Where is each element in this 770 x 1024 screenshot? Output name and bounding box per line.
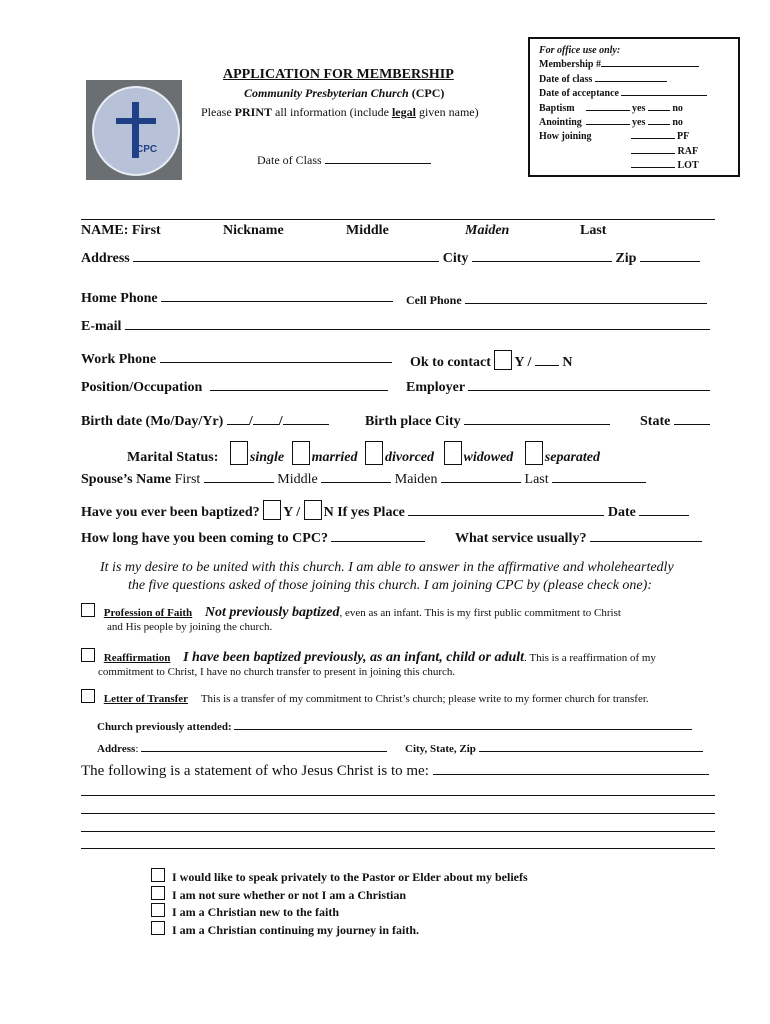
- baptism-no-line[interactable]: [648, 101, 670, 111]
- profession-text: , even as an infant. This is my first public commitment to Christ: [339, 607, 621, 619]
- reaffirmation-text-line2: commitment to Christ, I have no church transfer to present in joining this church.: [98, 666, 456, 678]
- membership-label: Membership #: [539, 59, 601, 71]
- anointing-no: no: [672, 117, 683, 129]
- profession-text-line2: and His people by joining the church.: [107, 621, 273, 633]
- divorced-label: divorced: [385, 450, 434, 465]
- date-of-class-field[interactable]: [257, 151, 431, 168]
- birth-month-line[interactable]: [227, 412, 249, 425]
- checklist-item[interactable]: [151, 886, 528, 904]
- state-label: State: [640, 414, 671, 429]
- ok-contact-n-line[interactable]: [535, 353, 559, 366]
- position-field[interactable]: [81, 378, 388, 396]
- work-phone-field[interactable]: [81, 350, 392, 368]
- divorced-checkbox[interactable]: [365, 441, 383, 465]
- previous-address-line[interactable]: [141, 741, 387, 752]
- ok-contact-label: Ok to contact: [410, 355, 491, 370]
- church-logo: [86, 80, 182, 180]
- employer-field[interactable]: [406, 378, 710, 396]
- work-phone-label: Work Phone: [81, 352, 157, 367]
- baptized-y: Y /: [283, 505, 301, 520]
- spouse-last-label: Last: [524, 472, 549, 487]
- office-date-accept[interactable]: [539, 86, 707, 100]
- coming-line[interactable]: [331, 529, 425, 542]
- checklist-item[interactable]: [151, 921, 528, 939]
- office-how-joining[interactable]: [539, 129, 707, 143]
- city-line[interactable]: [472, 249, 612, 262]
- baptized-date-line[interactable]: [639, 503, 689, 516]
- transfer-text: This is a transfer of my commitment to Christ’s church; please write to my former church for transfer.: [200, 693, 649, 705]
- desire-statement-line1: It is my desire to be united with this church. I am able to answer in the affirmative and wholeheartedly: [100, 560, 674, 575]
- print-word: PRINT: [234, 105, 272, 119]
- checklist-label: I am a Christian continuing my journey in faith.: [172, 923, 420, 938]
- marital-widowed[interactable]: [444, 450, 514, 465]
- reaffirmation-text: . This is a reaffirmation of my: [524, 652, 656, 664]
- birth-date-field[interactable]: Birth date (Mo/Day/Yr) / /: [81, 412, 329, 430]
- option-reaffirmation[interactable]: [81, 648, 656, 666]
- birth-city-line[interactable]: [464, 412, 610, 425]
- previous-city-field[interactable]: [405, 741, 703, 755]
- marital-label: Marital Status:: [127, 450, 219, 465]
- office-lot[interactable]: [539, 158, 707, 172]
- baptized-checkbox[interactable]: [263, 500, 281, 520]
- email-line[interactable]: [125, 317, 710, 330]
- checklist-label: I would like to speak privately to the Pastor or Elder about my beliefs: [172, 870, 528, 884]
- zip-line[interactable]: [640, 249, 700, 262]
- marital-married[interactable]: [292, 450, 358, 465]
- raf-line[interactable]: [631, 144, 675, 154]
- option-profession-of-faith[interactable]: [81, 603, 621, 621]
- office-use-content: [539, 44, 707, 173]
- home-phone-field[interactable]: [81, 289, 393, 307]
- date-class-label: Date of class: [539, 73, 593, 85]
- coming-row[interactable]: [81, 529, 425, 547]
- date-accept-line[interactable]: [621, 86, 707, 96]
- cell-phone-field[interactable]: [406, 291, 707, 308]
- reaffirmation-emphasis: I have been baptized previously, as an infant, child or adult: [183, 650, 525, 665]
- anointing-yes-line[interactable]: [586, 115, 630, 125]
- widowed-label: widowed: [463, 450, 514, 465]
- employer-label: Employer: [406, 380, 465, 395]
- transfer-label: Letter of Transfer: [103, 693, 189, 705]
- service-row[interactable]: [455, 529, 702, 547]
- spouse-label: Spouse’s Name: [81, 472, 172, 487]
- previous-city-line[interactable]: [479, 741, 703, 752]
- birth-place-label: Birth place City: [365, 414, 461, 429]
- baptism-no: no: [672, 102, 683, 114]
- ok-contact-checkbox[interactable]: [494, 350, 512, 370]
- anointing-no-line[interactable]: [648, 115, 670, 125]
- baptized-n-checkbox[interactable]: [304, 500, 322, 520]
- state-line[interactable]: [674, 412, 710, 425]
- nickname-label: Nickname: [223, 223, 284, 238]
- spouse-first-label: First: [174, 472, 201, 487]
- logo-seal: [92, 86, 180, 176]
- ok-contact-y: Y /: [514, 355, 532, 370]
- beliefs-checklist: [151, 868, 528, 939]
- church-name-line: [244, 86, 444, 101]
- how-joining-label: How joining: [539, 131, 592, 143]
- office-date-class[interactable]: [539, 72, 707, 86]
- cross-bar: [116, 118, 156, 124]
- baptism-label: Baptism: [539, 102, 575, 114]
- baptism-yes: yes: [632, 102, 646, 114]
- checklist-label: I am not sure whether or not I am a Christian: [172, 887, 407, 902]
- previous-church-label: Church previously attended:: [97, 721, 232, 733]
- home-phone-label: Home Phone: [81, 291, 158, 306]
- transfer-checkbox[interactable]: [81, 689, 95, 703]
- print-post: given name): [418, 105, 479, 119]
- home-phone-line[interactable]: [161, 289, 393, 302]
- birth-place-field[interactable]: [365, 412, 610, 430]
- profession-label: Profession of Faith: [103, 607, 193, 619]
- checklist-item[interactable]: [151, 868, 528, 886]
- coming-label: How long have you been coming to CPC?: [81, 531, 328, 546]
- lot-line[interactable]: [631, 158, 675, 168]
- married-label: married: [311, 450, 358, 465]
- jesus-statement-field[interactable]: [81, 762, 709, 780]
- single-label: single: [249, 450, 285, 465]
- jesus-statement-line[interactable]: [433, 762, 709, 775]
- office-anointing[interactable]: [539, 115, 707, 129]
- statement-line-1[interactable]: [81, 795, 715, 796]
- checklist-checkbox[interactable]: [151, 921, 165, 935]
- widowed-checkbox[interactable]: [444, 441, 462, 465]
- cell-phone-label: Cell Phone: [406, 293, 462, 307]
- name-line[interactable]: [81, 219, 715, 220]
- raf-label: RAF: [677, 145, 699, 157]
- address-row[interactable]: [81, 249, 700, 267]
- cell-phone-line[interactable]: [465, 291, 707, 304]
- state-field[interactable]: [640, 412, 710, 430]
- legal-word: legal: [391, 105, 416, 119]
- last-label: Last: [580, 223, 607, 238]
- name-first-label: NAME: First: [81, 223, 161, 238]
- pf-label: PF: [677, 131, 690, 143]
- previous-city-label: City, State, Zip: [405, 743, 476, 755]
- office-use-heading: For office use only:: [539, 45, 621, 56]
- birth-year-line[interactable]: [283, 412, 329, 425]
- ok-contact-n: N: [562, 355, 573, 370]
- spouse-name-row[interactable]: [81, 470, 646, 488]
- previous-church-line[interactable]: [234, 719, 692, 730]
- date-accept-label: Date of acceptance: [539, 88, 619, 100]
- previous-church-field[interactable]: [97, 719, 692, 733]
- position-label: Position/Occupation: [81, 380, 203, 395]
- church-name: Community Presbyterian Church: [244, 86, 409, 100]
- checklist-checkbox[interactable]: [151, 903, 165, 917]
- reaffirmation-label: Reaffirmation: [103, 652, 171, 664]
- baptized-row[interactable]: [81, 500, 689, 521]
- separated-checkbox[interactable]: [525, 441, 543, 465]
- reaffirmation-checkbox[interactable]: [81, 648, 95, 662]
- baptized-label: Have you ever been baptized?: [81, 505, 260, 520]
- baptism-yes-line[interactable]: [586, 101, 630, 111]
- single-checkbox[interactable]: [230, 441, 248, 465]
- spouse-middle-line[interactable]: [321, 470, 391, 483]
- logo-letters: CPC: [136, 144, 158, 155]
- checklist-label: I am a Christian new to the faith: [172, 905, 339, 920]
- marital-single[interactable]: [230, 450, 284, 465]
- spouse-last-line[interactable]: [552, 470, 646, 483]
- jesus-statement-label: The following is a statement of who Jesus Christ is to me:: [81, 763, 429, 779]
- spouse-first-line[interactable]: [204, 470, 274, 483]
- anointing-label: Anointing: [539, 117, 582, 129]
- checklist-checkbox[interactable]: [151, 886, 165, 900]
- print-instruction: [201, 105, 479, 120]
- statement-line-4[interactable]: [81, 848, 715, 849]
- married-checkbox[interactable]: [292, 441, 310, 465]
- page-title: APPLICATION FOR MEMBERSHIP: [223, 67, 454, 82]
- profession-checkbox[interactable]: [81, 603, 95, 617]
- employer-line[interactable]: [468, 378, 710, 391]
- position-line[interactable]: [210, 378, 388, 391]
- marital-status-row: [127, 441, 600, 466]
- address-label: Address: [81, 251, 130, 266]
- spouse-maiden-label: Maiden: [394, 472, 438, 487]
- office-raf[interactable]: [539, 144, 707, 158]
- address-line[interactable]: [133, 249, 439, 262]
- profession-emphasis: Not previously baptized: [204, 605, 340, 620]
- checklist-item[interactable]: [151, 903, 528, 921]
- birth-date-label: Birth date (Mo/Day/Yr): [81, 414, 224, 429]
- email-label: E-mail: [81, 319, 122, 334]
- maiden-label: Maiden: [465, 223, 510, 238]
- email-field[interactable]: [81, 317, 710, 335]
- zip-label: Zip: [615, 251, 637, 266]
- pf-line[interactable]: [631, 129, 675, 139]
- membership-line[interactable]: [601, 57, 699, 67]
- spouse-middle-label: Middle: [277, 472, 318, 487]
- checklist-checkbox[interactable]: [151, 868, 165, 882]
- church-abbr: (CPC): [411, 86, 445, 100]
- previous-address-field[interactable]: Address:: [97, 741, 387, 755]
- office-baptism[interactable]: [539, 101, 707, 115]
- service-line[interactable]: [590, 529, 702, 542]
- baptized-date-label: Date: [607, 505, 636, 520]
- statement-line-2[interactable]: [81, 813, 715, 814]
- anointing-yes: yes: [632, 117, 646, 129]
- print-pre: Please: [201, 105, 232, 119]
- print-mid: all information (include: [275, 105, 389, 119]
- date-of-class-line[interactable]: [325, 151, 431, 164]
- city-label: City: [442, 251, 469, 266]
- date-class-line[interactable]: [595, 72, 667, 82]
- service-label: What service usually?: [455, 531, 587, 546]
- birth-day-line[interactable]: [253, 412, 279, 425]
- office-membership[interactable]: [539, 57, 707, 71]
- ok-to-contact-field[interactable]: [410, 350, 573, 371]
- separated-label: separated: [544, 450, 600, 465]
- option-letter-of-transfer[interactable]: [81, 689, 649, 705]
- baptized-place-label: If yes Place: [337, 505, 405, 520]
- marital-separated[interactable]: [525, 450, 600, 465]
- baptized-place-line[interactable]: [408, 503, 604, 516]
- desire-statement-line2: the five questions asked of those joining this church. I am joining CPC by (please check one):: [128, 578, 652, 593]
- work-phone-line[interactable]: [160, 350, 392, 363]
- marital-divorced[interactable]: [365, 450, 434, 465]
- spouse-maiden-line[interactable]: [441, 470, 521, 483]
- statement-line-3[interactable]: [81, 831, 715, 832]
- middle-label: Middle: [346, 223, 389, 238]
- lot-label: LOT: [677, 160, 699, 172]
- previous-address-label: Address: [97, 743, 136, 755]
- date-of-class-label: Date of Class: [257, 153, 322, 167]
- baptized-n: N: [323, 505, 334, 520]
